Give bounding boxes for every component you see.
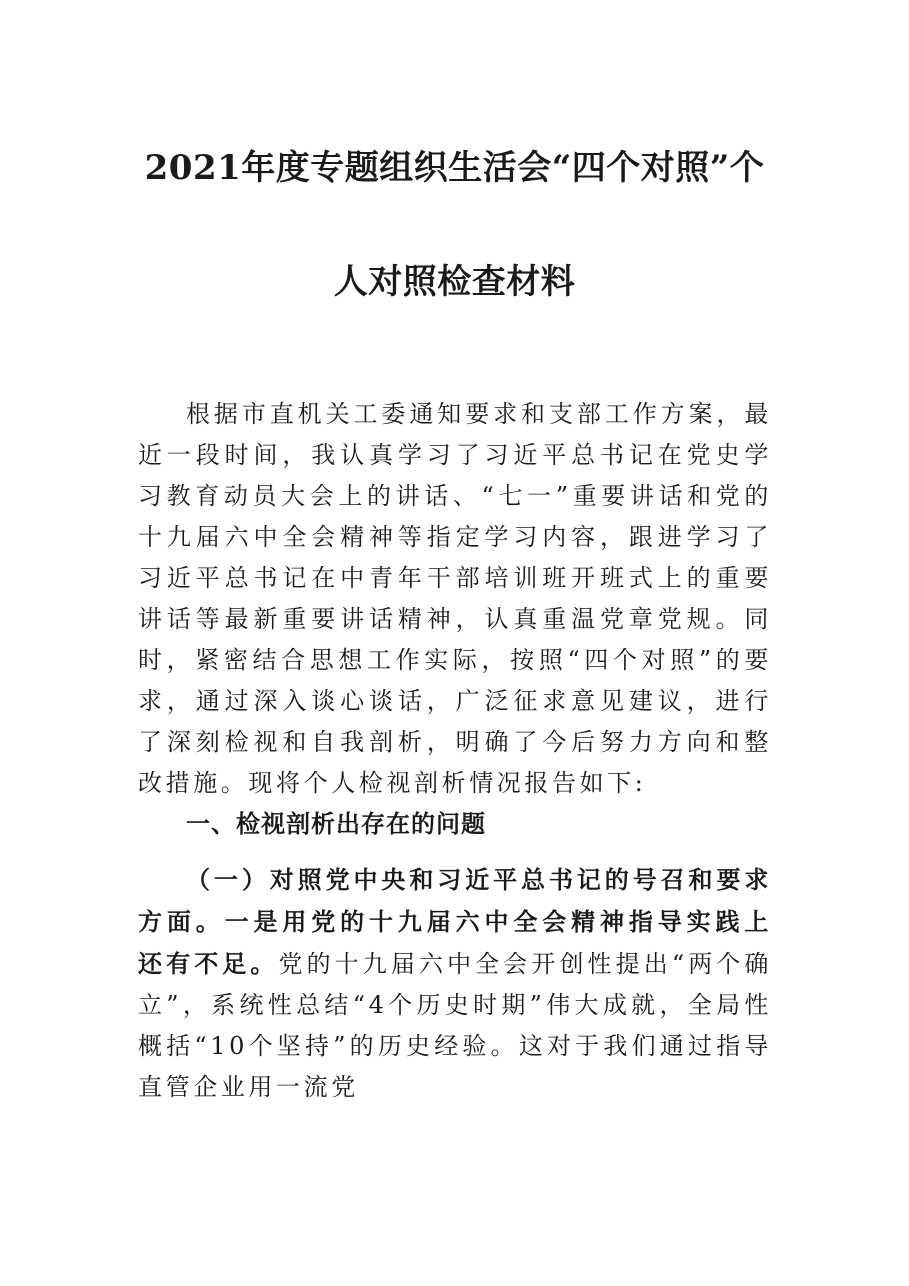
intro-paragraph: 根据市直机关工委通知要求和支部工作方案，最近一段时间，我认真学习了习近平总书记在党史学习教育动员大会上的讲话、“七一”重要讲话和党的十九届六中全会精神等指定学习内容，跟进学习了习近平总书记在中青年干部培训班开班式上的重要讲话等最新重要讲话精神，认真重温党章党规。同时，紧密结合思想工作实际，按照“四个对照”的要求，通过深入谈心谈话，广泛征求意见建议，进行了深刻检视和自我剖析，明确了今后努力方向和整改措施。现将个人检视剖析情况报告如下: xyxy=(138,400,772,797)
document-body xyxy=(138,394,772,1108)
document-title-line-1: 2021年度专题组织生活会“四个对照”个 xyxy=(144,148,765,188)
section-heading: 一、检视剖析出存在的问题 xyxy=(186,810,486,838)
document-title-line-2: 人对照检查材料 xyxy=(333,262,576,302)
subsection-bold-lead: （一）对照党中央和习近平总书记的号召和要求方面。一是用党的十九届六中全会精神指导实践上还有不足。 xyxy=(138,865,772,978)
subsection-body-text: 党的十九届六中全会开创性提出“两个确立”，系统性总结“4个历史时期”伟大成就，全局性概括“10个坚持”的历史经验。这对于我们通过指导直管企业用一流党 xyxy=(138,950,772,1101)
subsection-paragraph xyxy=(138,859,772,1108)
